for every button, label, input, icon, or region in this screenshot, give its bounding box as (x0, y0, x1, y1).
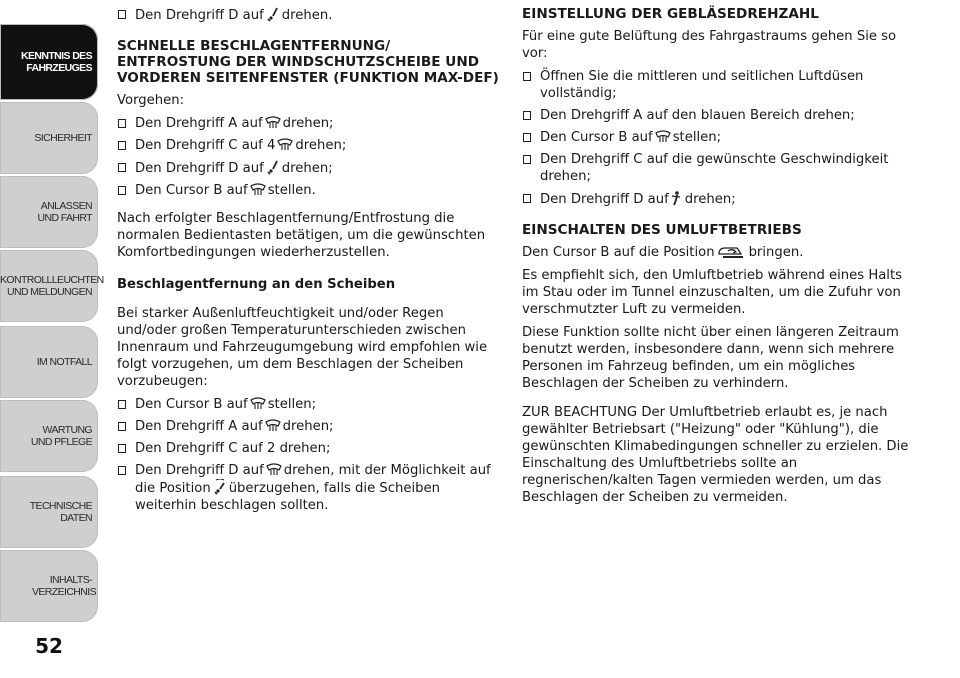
list-item (522, 68, 912, 102)
windshield-defrost-icon (655, 129, 671, 144)
list-item-text: Den Drehgriff C auf 4 (135, 138, 276, 153)
tab-inhaltsverzeichnis[interactable] (0, 550, 98, 622)
checkbox-bullet-icon (118, 444, 126, 453)
tab-label: KENNTNIS DES FAHRZEUGES (21, 50, 92, 74)
list-item-text: Den Drehgriff A auf (135, 116, 263, 131)
list-item-text: Den Drehgriff D auf (135, 161, 264, 176)
checkbox-bullet-icon (523, 155, 531, 164)
list-item-text: Den Drehgriff D auf (540, 192, 669, 207)
feet-windshield-icon (266, 6, 280, 22)
list-item-text: überzugehen, falls die Scheiben weiterhin beschlagen sollten. (135, 481, 440, 513)
tab-technische-daten[interactable] (0, 476, 98, 548)
paragraph: Es empfiehlt sich, den Umluftbetrieb während eines Halts im Stau oder im Tunnel einzuschalten, um die Zufuhr von verschmutzter Luft zu vermeiden. (522, 268, 903, 317)
section-heading: EINSCHALTEN DES UMLUFTBETRIEBS (522, 222, 802, 238)
feet-windshield-icon (213, 479, 227, 495)
list-item-text: Den Drehgriff D auf (135, 8, 264, 23)
checkbox-bullet-icon (118, 10, 126, 19)
tab-label: IM NOTFALL (36, 356, 92, 368)
subheading: Beschlagentfernung an den Scheiben (117, 277, 396, 292)
checkbox-bullet-icon (118, 466, 126, 475)
cursor-line-text: bringen. (748, 245, 804, 260)
tab-label: SICHERHEIT (34, 132, 92, 144)
tab-label: ANLASSEN UND FAHRT (37, 200, 92, 224)
list-item-text: Den Drehgriff D auf (135, 463, 264, 478)
checkbox-bullet-icon (118, 400, 126, 409)
feet-windshield-icon (266, 159, 280, 175)
list-item-text: Den Drehgriff C auf die gewünschte Geschwindigkeit drehen; (540, 152, 889, 184)
paragraph (522, 244, 912, 261)
list-item-text: drehen, mit der Möglichkeit auf die Position (135, 463, 491, 496)
list-item (117, 440, 502, 457)
windshield-defrost-icon (277, 137, 293, 152)
list-item-text: Den Cursor B auf (135, 183, 248, 198)
list-item-text: drehen. (281, 8, 333, 23)
left-column (117, 6, 502, 519)
list-item (117, 182, 502, 199)
list-item (117, 159, 502, 177)
recirculation-icon (717, 245, 747, 259)
tab-label: WARTUNG UND PFLEGE (30, 424, 92, 448)
tab-wartung-und-pflege[interactable] (0, 400, 98, 472)
list-item-text: Den Drehgriff C auf 2 drehen; (135, 441, 331, 456)
tab-label: TECHNISCHE DATEN (29, 500, 92, 524)
section-heading: EINSTELLUNG DER GEBLÄSEDREHZAHL (522, 6, 819, 22)
vorgehen-label: Vorgehen: (117, 93, 185, 108)
checkbox-bullet-icon (118, 119, 126, 128)
checkbox-bullet-icon (118, 163, 126, 172)
tab-label: INHALTS- VERZEICHNIS (32, 574, 96, 598)
right-column (522, 6, 912, 512)
windshield-defrost-icon (250, 182, 266, 197)
tab-label: KONTROLLLEUCHTEN UND MELDUNGEN (0, 274, 104, 298)
person-vent-icon (671, 190, 683, 206)
checkbox-bullet-icon (523, 194, 531, 203)
checkbox-bullet-icon (523, 111, 531, 120)
cursor-line-text: Den Cursor B auf die Position (522, 245, 715, 260)
list-item (117, 6, 502, 24)
list-item-text: Öffnen Sie die mittleren und seitlichen Luftdüsen vollständig; (540, 69, 864, 101)
list-item (117, 462, 502, 514)
checkbox-bullet-icon (118, 141, 126, 150)
checkbox-bullet-icon (523, 133, 531, 142)
list-item-text: stellen; (672, 130, 722, 145)
paragraph: Nach erfolgter Beschlagentfernung/Entfrostung die normalen Bedientasten betätigen, um die gewünschten Komfortbedingungen wiederherzustellen. (117, 211, 486, 260)
windshield-defrost-icon (265, 115, 281, 130)
list-item-text: Den Drehgriff A auf (135, 419, 263, 434)
list-item (522, 129, 912, 146)
list-item-text: drehen; (295, 138, 347, 153)
windshield-defrost-icon (265, 418, 281, 433)
note-paragraph: ZUR BEACHTUNG Der Umluftbetrieb erlaubt es, je nach gewählter Betriebsart ("Heizung" oder "Kühlung"), die gewünschten Klimabedingungen schneller zu erzielen. Die Einschaltung des Umluftbetriebs sollte an regnerischen/kalten Tagen vermieden werden, um das Beschlagen der Scheiben zu vermeiden. (522, 405, 909, 505)
paragraph: Bei starker Außenluftfeuchtigkeit und/oder Regen und/oder großen Temperaturunterschieden zwischen Innenraum und Fahrzeugumgebung wird empfohlen wie folgt vorzugehen, um dem Beschlagen der Scheiben vorzubeugen: (117, 306, 488, 389)
list-item-text: stellen. (267, 183, 316, 198)
list-item (117, 396, 502, 413)
windshield-defrost-icon (250, 396, 266, 411)
list-item-text: drehen; (281, 161, 333, 176)
chapter-sidebar (0, 0, 104, 678)
list-item-text: Den Drehgriff A auf den blauen Bereich drehen; (540, 108, 855, 123)
checkbox-bullet-icon (118, 422, 126, 431)
list-item-text: drehen; (684, 192, 736, 207)
list-item-text: stellen; (267, 397, 317, 412)
section-heading: SCHNELLE BESCHLAGENTFERNUNG/ ENTFROSTUNG DER WINDSCHUTZSCHEIBE UND VORDEREN SEITENFENSTER (FUNKTION MAX-DEF) (117, 38, 499, 86)
page-number: 52 (35, 634, 63, 658)
list-item (117, 115, 502, 132)
checkbox-bullet-icon (118, 186, 126, 195)
list-item (117, 137, 502, 154)
list-item-text: drehen; (282, 419, 334, 434)
list-item (117, 418, 502, 435)
tab-kenntnis-des-fahrzeuges[interactable] (0, 24, 98, 100)
checkbox-bullet-icon (523, 72, 531, 81)
tab-sicherheit[interactable] (0, 102, 98, 174)
list-item (522, 107, 912, 124)
list-item-text: drehen; (282, 116, 334, 131)
tab-im-notfall[interactable] (0, 326, 98, 398)
list-item-text: Den Cursor B auf (540, 130, 653, 145)
tab-anlassen-und-fahrt[interactable] (0, 176, 98, 248)
list-item (522, 190, 912, 208)
tab-kontrollleuchten[interactable] (0, 250, 104, 322)
list-item-text: Den Cursor B auf (135, 397, 248, 412)
list-item (522, 151, 912, 185)
paragraph: Für eine gute Belüftung des Fahrgastraums gehen Sie so vor: (522, 29, 897, 61)
paragraph: Diese Funktion sollte nicht über einen längeren Zeitraum benutzt werden, insbesondere dann, wenn sich mehrere Personen im Fahrzeug befinden, um ein mögliches Beschlagen der Scheiben zu verhindern. (522, 325, 899, 391)
windshield-defrost-icon (266, 462, 282, 477)
